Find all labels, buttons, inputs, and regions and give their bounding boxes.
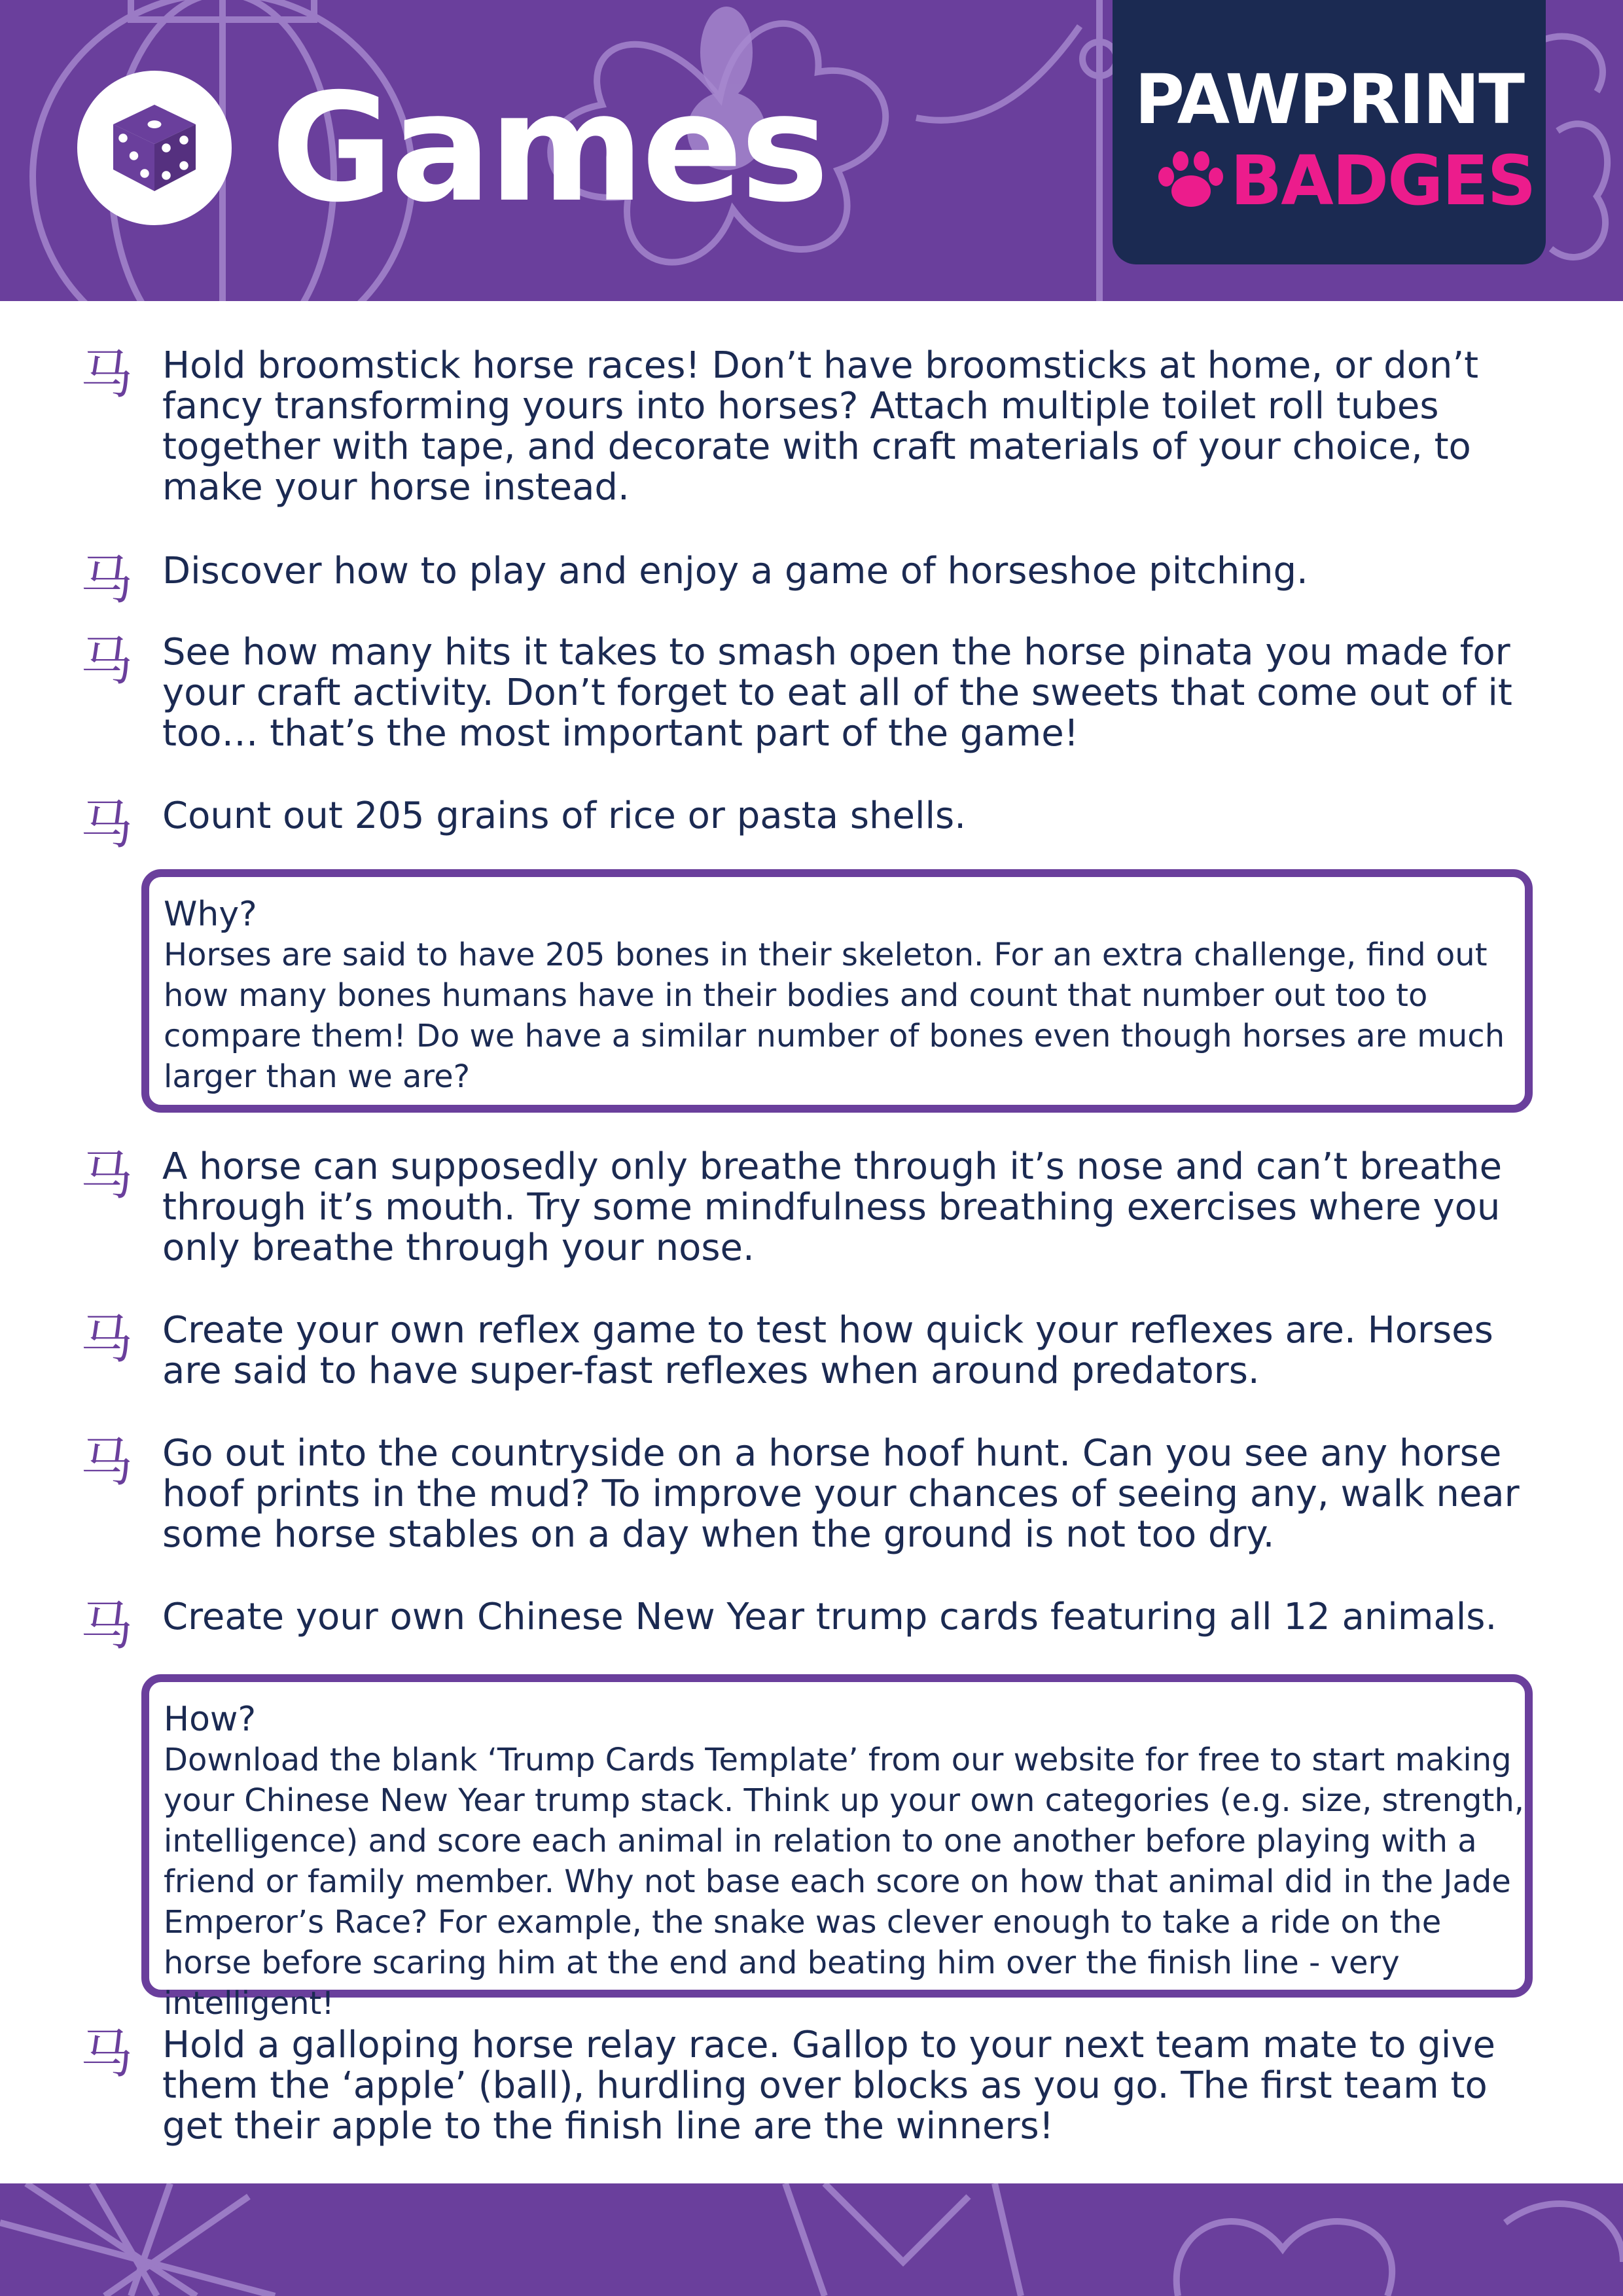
logo-line-2: BADGES	[1230, 141, 1535, 221]
svg-text:马: 马	[80, 1147, 133, 1206]
logo-line-2-group	[1152, 141, 1535, 221]
paw-icon	[1152, 148, 1224, 213]
svg-text:马: 马	[80, 551, 133, 610]
horse-character-icon	[77, 551, 136, 610]
svg-text:马: 马	[80, 1597, 133, 1656]
page-title: Games	[271, 61, 827, 235]
horse-character-icon	[77, 1310, 136, 1369]
box-body: Horses are said to have 205 bones in their skeleton. For an extra challenge, find out how many bones humans have in their bodies and count that number out too to compare them! Do we have a similar number of bones even though horses are much larger than we are?	[164, 937, 1505, 1095]
dice-icon	[77, 71, 232, 225]
item-text: Count out 205 grains of rice or pasta shells.	[162, 795, 967, 837]
pawprint-badges-logo	[1113, 0, 1546, 264]
logo-line-1: PAWPRINT	[1134, 60, 1524, 139]
svg-text:马: 马	[80, 1310, 133, 1369]
horse-character-icon	[77, 1433, 136, 1492]
svg-text:马: 马	[80, 1433, 133, 1492]
svg-text:马: 马	[80, 796, 133, 855]
svg-text:马: 马	[80, 346, 133, 404]
item-text: Hold broomstick horse races! Don’t have broomsticks at home, or don’t fancy transforming yours into horses? Attach multiple toilet roll tubes together with tape, and decorate with craft materials of your choice, to make your horse instead.	[162, 344, 1479, 509]
title-group	[77, 61, 827, 235]
item-text: Create your own reflex game to test how quick your reflexes are. Horses are said to have super-fast reflexes when around predators.	[162, 1309, 1493, 1392]
item-text: See how many hits it takes to smash open the horse pinata you made for your craft activity. Don’t forget to eat all of the sweets that come out of it too… that’s the most important part of the game!	[162, 631, 1512, 755]
horse-character-icon	[77, 2025, 136, 2084]
horse-character-icon	[77, 1597, 136, 1656]
svg-text:马: 马	[80, 632, 133, 691]
box-heading: Why?	[164, 895, 257, 934]
horse-character-icon	[77, 1147, 136, 1206]
horse-character-icon	[77, 796, 136, 855]
header-banner	[0, 0, 1623, 301]
box-heading: How?	[164, 1700, 257, 1739]
fan-flower-pattern	[0, 2183, 1623, 2296]
how-info-box	[141, 1674, 1533, 2022]
horse-character-icon	[77, 632, 136, 691]
why-info-box	[141, 869, 1533, 1113]
box-body: Download the blank ‘Trump Cards Template’ from our website for free to start making your Chinese New Year trump stack. Think up your own categories (e.g. size, strength, intelligence) and score each animal in relation to one another before playing with a friend or family member. Why not base each score on how that animal did in the Jade Emperor’s Race? For example, the snake was clever enough to take a ride on the horse before scaring him at the end and beating him over the finish line - very intelligent!	[164, 1742, 1525, 2022]
svg-text:马: 马	[80, 2025, 133, 2084]
item-text: Create your own Chinese New Year trump cards featuring all 12 animals.	[162, 1596, 1497, 1638]
item-text: Hold a galloping horse relay race. Gallop to your next team mate to give them the ‘apple’ (ball), hurdling over blocks as you go. The first team to get their apple to the finish line are the winners!	[162, 2024, 1495, 2147]
item-text: Discover how to play and enjoy a game of horseshoe pitching.	[162, 550, 1308, 592]
horse-character-icon	[77, 346, 136, 404]
item-text: A horse can supposedly only breathe through it’s nose and can’t breathe through it’s mouth. Try some mindfulness breathing exercises where you only breathe through your nose.	[162, 1145, 1503, 1269]
item-text: Go out into the countryside on a horse hoof hunt. Can you see any horse hoof prints in the mud? To improve your chances of seeing any, walk near some horse stables on a day when the ground is not too dry.	[162, 1432, 1520, 1556]
footer-banner	[0, 2183, 1623, 2296]
